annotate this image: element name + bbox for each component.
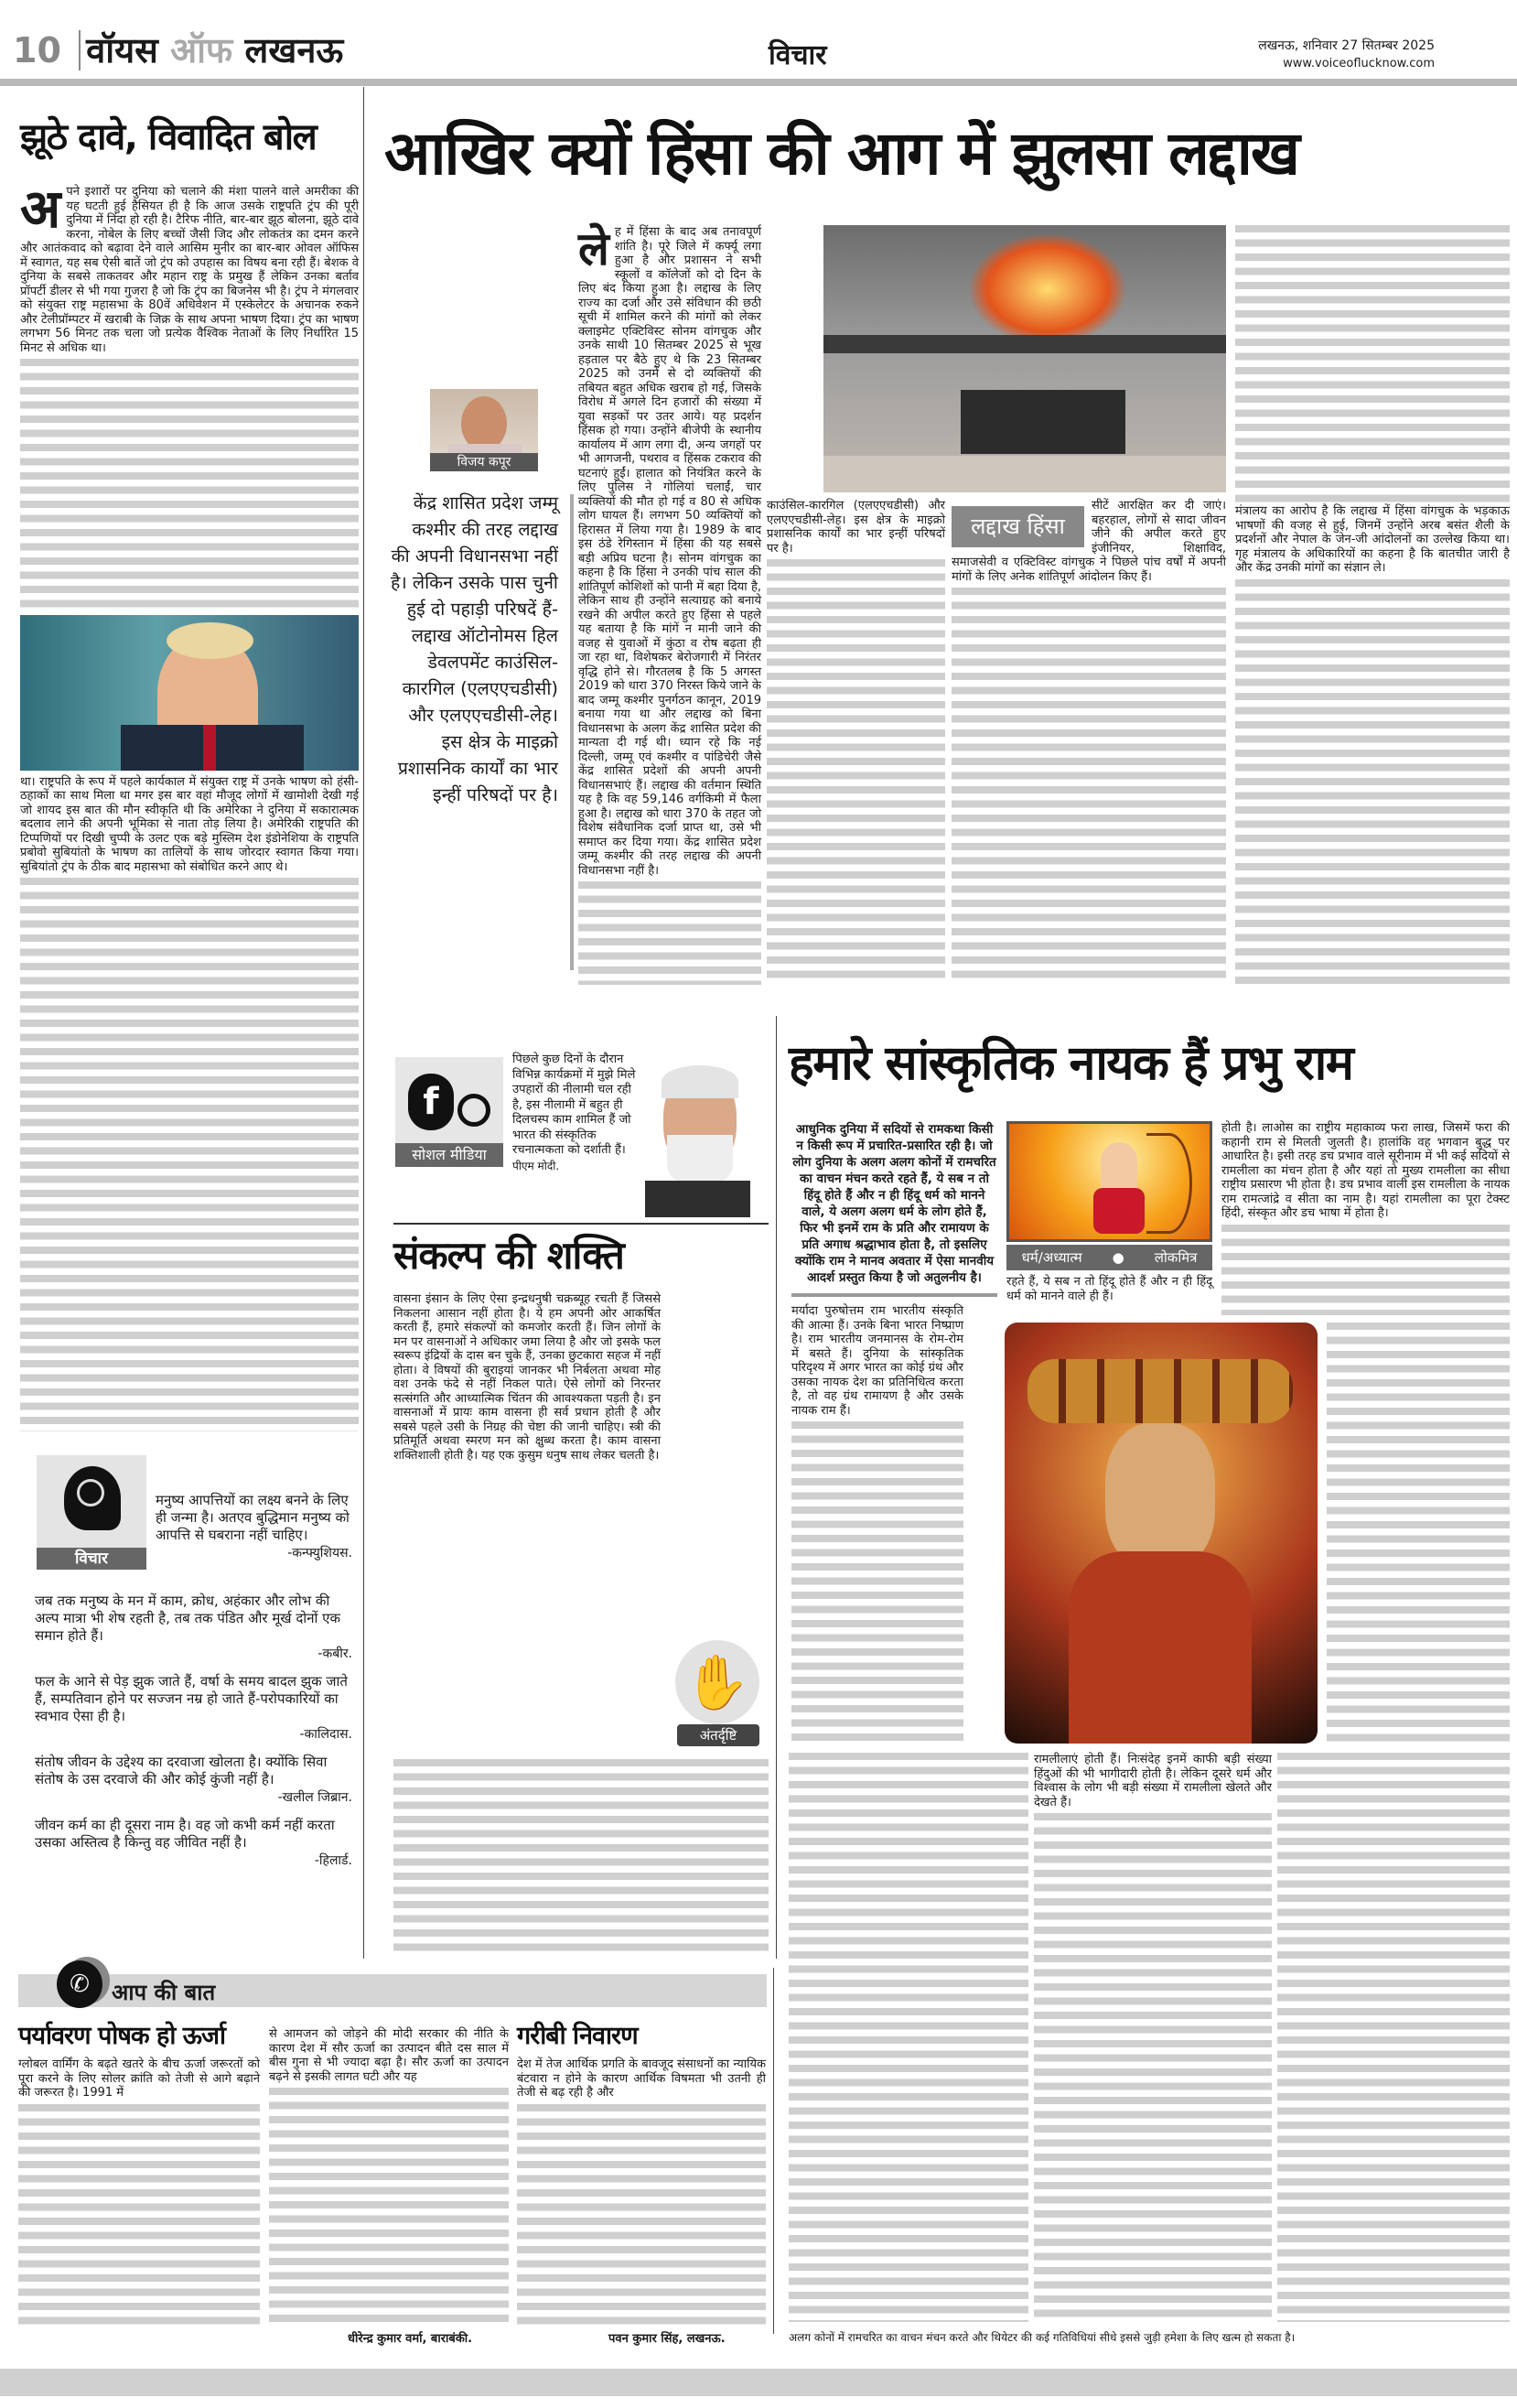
antardrishti-label: अंतर्दृष्टि	[677, 1724, 759, 1746]
header-rule	[0, 79, 1517, 86]
pull-quote-bar	[570, 494, 574, 970]
ram-bottom-column-1	[789, 1753, 1028, 2322]
ladakh-fire-photo	[823, 225, 1226, 492]
ram-bottom-column-3	[1277, 1753, 1510, 2322]
social-media-box	[395, 1057, 503, 1167]
antardrishti-icon-box	[668, 1640, 769, 1750]
website-link[interactable]: www.voiceoflucknow.com	[1283, 57, 1435, 70]
ladakh-column-1: ले ह में हिंसा के बाद अब तनावपूर्ण शांति है। पूरे जिले में कर्फ्यू लगा हुआ है और प्रशासन ने सभी स्कूलों व कॉलेजों को दो दिन के लिए बंद किया हुआ है। लद्दाख के लिए राज्य का दर्जा और उसे संविधान की छठी सूची में शामिल करने की मांगों को लेकर क्लाइमेट एक्टिविस्ट सोनम वांगचुक और उनके साथी 10 सितम्बर 2025 से भूख हड़ताल पर बैठे हुए थे कि 23 सितम्बर 2025 को उनमें से दो व्यक्तियों की तबियत बहुत अधिक खराब हो गई, जिसके विरोध में अगले दिन हजारों की संख्या में युवा सड़कों पर उतर आये। यह प्रदर्शन हिंसक हो गया। उन्होंने बीजेपी के स्थानीय कार्यालय में आग लगा दी, अन्य जगहों पर भी आगजनी, पथराव व हिंसक टकराव की घटनाएं हुईं। हालात को नियंत्रित करने के लिए पुलिस ने गोलियां चलाईं, चार व्यक्तियों की मौत हो गई व 80 से अधिक लोग घायल हैं। लगभग 50 व्यक्तियों को हिरासत में लिया गया है। 1989 के बाद इस ठंडे रेगिस्तान में हिंसा की यह सबसे बड़ी अप्रिय घटना है। सोनम वांगचुक का कहना है कि हिंसा ने उनकी पांच साल की शांतिपूर्ण कोशिशों को पानी में बहा दिया है, लेकिन साथ ही उन्होंने सत्याग्रह को बनाये रखने की अपील करते हुए हिंसा से पहले यह बताया है कि मांगें न मानी जाने की वजह से युवाओं में कुंठा व रोष बढ़ता ही जा रहा था, विशेषकर बेरोजगारी में निरंतर वृद्धि होने से। गौरतलब है कि 5 अगस्त 2019 को धारा 370 निरस्त किये जाने के बाद जम्मू कश्मीर पुनर्गठन कानून, 2019 बनाया गया था और लद्दाख को बिना विधानसभा के अलग केंद्र शासित प्रदेश की मान्यता दी गई थी। ध्यान रहे कि नई दिल्ली, जम्मू एवं कश्मीर व पांडिचेरी जैसे केंद्र शासित प्रदेशों की अपनी अपनी विधानसभाएं हैं। लद्दाख की वर्तमान स्थिति यह है कि वह 59,146 वर्गकिमी में फैला हुआ है। लद्दाख को धारा 370 के तहत जो विशेष संवैधानिक दर्जा प्राप्त था, उसे भी समाप्त कर दिया गया। केंद्र शासित प्रदेश जम्मू कश्मीर की तरह लद्दाख की अपनी विधानसभा नहीं है।	[578, 225, 761, 985]
ladakh-column-3: लद्दाख हिंसा सीटें आरक्षित कर दी जाएं। बहरहाल, लोगों से सादा जीवन जीने की अपील करते हुए इंजीनियर, शिक्षाविद, समाजसेवी व एक्टिविस्ट वांगचुक ने पिछले पांच वर्षों में अपनी मांगों के लिए अनेक शांतिपूर्ण आंदोलन किए हैं।	[952, 499, 1226, 984]
ram-headline: हमारे सांस्कृतिक नायक हैं प्रभु राम	[789, 1036, 1353, 1091]
ram-bottom-column-2: रामलीलाएं होती हैं। निःसंदेह इनमें काफी बड़ी संख्या हिंदुओं की भी भागीदारी होती है। लेकिन दूसरे धर्म और विश्वास के लोग भी बड़ी संख्या में रामलीला खेलते और देखते हैं।	[1034, 1753, 1272, 2322]
paragraph: था। राष्ट्रपति के रूप में पहले कार्यकाल में संयुक्त राष्ट्र में उनके भाषण को हंसी-ठहाकों का साथ मिला था मगर इस बार वहां मौजूद लोगों में खामोशी देखी गई जो शायद इस बात की मौन स्वीकृति थी कि अमेरिका ने दुनिया में सकारात्मक बदलाव लाने की अपनी भूमिका से नाता तोड़ लिया है। अमेरिकी राष्ट्रपति की टिप्पणियों पर दिखी चुप्पी के उलट एक बड़े मुस्लिम देश इंडोनेशिया के राष्ट्रपति प्रबोवो सुबियांतो के भाषण का तालियों के साथ जोरदार स्वागत किया गया। सुबियांतो ट्रंप के ठीक बाद महासभा को संबोधित करने आए थे।	[20, 774, 359, 874]
left-article	[20, 113, 359, 1431]
left-article-body-continued	[20, 775, 359, 875]
brand-name-1: वॉयस	[86, 30, 158, 70]
section-title: विचार	[769, 39, 827, 71]
vichar-icon-box	[37, 1455, 146, 1570]
ram-column-top-mid: रहते हैं, ये सब न तो हिंदू होते हैं और न ही हिंदू धर्म को मानने वाले ही हैं।	[1006, 1275, 1212, 1303]
pm-modi-photo	[645, 1062, 750, 1217]
pull-quote: केंद्र शासित प्रदेश जम्मू कश्मीर की तरह लद्दाख की अपनी विधानसभा नहीं है। लेकिन उसके पास चुनी हुई दो पहाड़ी परिषदें हैं- लद्दाख ऑटोनोमस हिल डेवलपमेंट काउंसिल-कारगिल (एलएएचडीसी) और एलएएचडीसी-लेह। इस क्षेत्र के माइक्रो प्रशासनिक कार्यों का भार इन्हीं परिषदों पर है।	[390, 492, 558, 805]
ram-intro: आधुनिक दुनिया में सदियों से रामकथा किसी न किसी रूप में प्रचारित-प्रसारित रही है। जो लोग दुनिया के अलग अलग कोनों में रामचरित का वाचन मंचन करते रहते हैं, ये सब न तो हिंदू होते हैं और न ही हिंदू धर्म को मानने वाले, ये अलग अलग धर्म के लोग होते हैं, फिर भी इनमें राम के प्रति और रामायण के प्रति अगाध श्रद्धाभाव होता है, तो इसलिए क्योंकि राम ने मानव अवतार में ऐसा मानवीय आदर्श प्रस्तुत किया है जो अतुलनीय है।	[792, 1122, 996, 1285]
letter	[517, 2021, 766, 2327]
letter-body: देश में तेज आर्थिक प्रगति के बावजूद संसाधनों का न्यायिक बंटवारा न होने के कारण आर्थिक विषमता भी उतनी ही तेजी से बढ़ रही है और	[517, 2057, 766, 2100]
ladakh-violence-label: लद्दाख हिंसा	[952, 506, 1084, 547]
column-divider	[776, 1016, 777, 1959]
hamsa-hand-icon: ✋	[675, 1640, 759, 1724]
letter-headline: गरीबी निवारण	[517, 2022, 638, 2050]
quote-item: जब तक मनुष्य के मन में काम, क्रोध, अहंकार और लोभ की अल्प मात्रा भी शेष रहती है, तब तक पंडित और मूर्ख दोनों एक समान होते हैं। -कबीर.	[35, 1593, 352, 1661]
trump-photo	[20, 615, 359, 771]
aap-ki-baat-title: आप की बात	[112, 1980, 216, 2005]
column-divider	[773, 1968, 774, 2334]
left-article-body	[20, 178, 359, 355]
ram-caption-bar: धर्म/अध्यात्म ● लोकमित्र	[1006, 1245, 1212, 1270]
page-number: 10	[13, 30, 61, 70]
ladakh-column-2: काउंसिल-कारगिल (एलएएचडीसी) और एलएएचडीसी-लेह। इस क्षेत्र के माइक्रो प्रशासनिक कार्यों का भार इन्हीं परिषदों पर है।	[767, 499, 945, 984]
left-article-headline: झूठे दावे, विवादित बोल	[20, 116, 317, 158]
section-rule	[393, 1223, 769, 1225]
brand-name-2: ऑफ	[170, 30, 233, 70]
caption-category: धर्म/अध्यात्म	[1021, 1249, 1082, 1266]
drop-cap: ले	[578, 222, 609, 275]
letter-byline: धीरेन्द्र कुमार वर्मा, बाराबंकी.	[348, 2332, 473, 2346]
vichar-label: विचार	[37, 1548, 146, 1570]
drop-cap: अ	[20, 178, 61, 240]
quotes-list	[35, 1593, 352, 1880]
quote-attribution: पीएम मोदी.	[512, 1159, 560, 1172]
ram-left-stack	[791, 1121, 997, 1745]
paragraph: पने इशारों पर दुनिया को चलाने की मंशा पालने वाले अमरीका की यह घटती हुई हैसियत ही है कि आज उसके राष्ट्रपति ट्रंप की पूरी दुनिया में निंदा हो रही है। टैरिफ नीति, बार-बार झूठ बोलना, झूठे दावे करना, नोबेल के लिए बच्चों जैसी जिद और लोकतंत्र का दमन करने और आतंकवाद को बढ़ावा देने वाले आसिम मुनीर का बार-बार ओवल ऑफिस में स्वागत, यह सब ऐसी बातें जो ट्रंप को उपहास का विषय बना रही हैं। बेशक वे दुनिया के सबसे ताकतवर और महान राष्ट्र के प्रमुख हैं लेकिन उनका बर्ताव प्रॉपर्टी डीलर से भी गया गुजरा है जो कि ट्रंप का बिजनेस भी है। ट्रंप ने मंगलवार को संयुक्त राष्ट्र महासभा के 80वें अधिवेशन में एस्केलेटर के अचानक रुकने और टेलीप्रॉम्पटर में खराबी के जिक्र के साथ अपना भाषण दिया। ट्रंप का भाषण लगभग 56 मिनट तक चला जो प्रत्येक वैश्विक नेताओं के लिए निर्धारित 15 मिनट से अधिक था।	[20, 185, 359, 355]
social-media-label: सोशल मीडिया	[395, 1143, 503, 1167]
ram-column-right: होती है। लाओस का राष्ट्रीय महाकाव्य फरा लाख, जिसमें फरा की कहानी राम से मिलती जुलती है। हालांकि वह भगवान बुद्ध पर आधारित है। इसी तरह डच प्रभाव वाले सूरीनाम में भी कई सदियों से रामलीला का मंचन होता है और यहां तो मुख्य रामलीला का सीधा राष्ट्रीय प्रसारण भी होता है। डच प्रभाव वाली इस रामलीला के नायक राम रामत्जांद्रे व सीता का नाम है। यहां रामलीला का पूरा टेक्स्ट हिंदी, संस्कृत और डच भाषा में होता है।	[1221, 1121, 1510, 1315]
facebook-icon: f	[408, 1074, 454, 1130]
sankalp-body: ✋ अंतर्दृष्टि वासना इंसान के लिए ऐसा इन्द्रधनुषी चक्रब्यूह रचती हैं जिससे निकलना आसान नहीं होता है। ये हम अपनी ओर आकर्षित करती हैं, हमारे संकल्पों को कमजोर करती हैं। जिन लोगों के मन पर वासनाओं ने अधिकार जमा लिया है और जो इसके फल स्वरूप इंद्रियों के दास बन चुके हैं, उनका छुटकारा सहज में नहीं होता। वे विषयों की बुराइयां जानकर भी निर्बलता अथवा मोह वश उनके फंदे से नहीं निकल पाते। ऐसे लोगों को निरन्तर सत्संगति और आध्यात्मिक चिंतन की आवश्यकता पड़ती है। इन वासनाओं में प्रायः काम वासना ही सर्व प्रधान होती है और सबसे पहले उसी के निग्रह की चेष्टा की जानी चाहिए। स्त्री की प्रतिमूर्ति अथवा स्मरण मन को क्षुब्ध करता है। काम वासना शक्तिशाली होती है। यह एक कुसुम धनुष साथ लेकर चलती है।	[393, 1292, 769, 1951]
ram-column-right-mid	[1327, 1323, 1510, 1744]
caption-author: लोकमित्र	[1154, 1249, 1198, 1266]
twitter-icon	[457, 1094, 490, 1127]
brand-name-3: लखनऊ	[244, 30, 344, 70]
main-headline: आखिर क्यों हिंसा की आग में झुलसा लद्दाख	[384, 118, 1298, 189]
letter	[18, 2021, 260, 2327]
quote-item: मनुष्य आपत्तियों का लक्ष्य बनने के लिए ही जन्मा है। अतएव बुद्धिमान मनुष्य को आपत्ति से घबराना नहीं चाहिए। -कन्फ्युशियस.	[156, 1492, 352, 1560]
masthead	[13, 26, 343, 73]
pm-quote: पिछले कुछ दिनों के दौरान विभिन्न कार्यक्रमों में मुझे मिले उपहारों की नीलामी चल रही है, इस नीलामी में बहुत ही दिलचस्प काम शामिल हैं जो भारत की संस्कृतिक रचनात्मकता को दर्शाती हैं। पीएम मोदी.	[512, 1053, 636, 1172]
letter-byline: पवन कुमार सिंह, लखनऊ.	[608, 2332, 726, 2346]
ravana-image	[1005, 1323, 1318, 1744]
letter-headline: पर्यावरण पोषक हो ऊर्जा	[18, 2022, 225, 2050]
letter-body: ग्लोबल वार्मिंग के बढ़ते खतरे के बीच ऊर्जा जरूरतों को पूरा करने के लिए सोलर क्रांति को तेजी से आगे बढ़ाने की जरूरत है। 1991 में	[18, 2057, 260, 2100]
author-name: विजय कपूर	[430, 453, 538, 471]
letter-body-continued: से आमजन को जोड़ने की मोदी सरकार की नीति के कारण देश में सौर ऊर्जा का उत्पादन बीते दस साल में बीस गुना से भी ज्यादा बढ़ा है। सौर ऊर्जा का उत्पादन बढ़ने से इसकी लागत घटी और यह	[269, 2027, 509, 2325]
ram-last-line: अलग कोनों में रामचरित का वाचन मंचन करते और थियेटर की कई गतिविधियां सीधे इससे जुड़ी हमेशा के लिए खत्म हो सकता है।	[789, 2331, 1296, 2344]
lord-ram-image	[1006, 1121, 1212, 1242]
sankalp-headline: संकल्प की शक्ति	[393, 1233, 624, 1278]
author-photo	[430, 389, 538, 471]
phone-chat-icon: ✆	[57, 1960, 102, 2008]
footer-strip	[0, 2369, 1517, 2396]
issue-date: लखनऊ, शनिवार 27 सितम्बर 2025	[1258, 38, 1435, 53]
quote-item: फल के आने से पेड़ झुक जाते हैं, वर्षा के समय बादल झुक जाते हैं, सम्पतिवान होने पर सज्जन नम्र हो जाते हैं-परोपकारियों का स्वभाव ऐसा ही है। -कालिदास.	[35, 1673, 352, 1742]
column-divider	[363, 87, 364, 1959]
quote-item: संतोष जीवन के उद्देश्य का दरवाजा खोलता है। क्योंकि सिवा संतोष के उस दरवाजे की और कोई कुंजी नहीं है। -खलील जिब्रान.	[35, 1754, 352, 1805]
quote-item: जीवन कर्म का ही दूसरा नाम है। वह जो कभी कर्म नहीं करता उसका अस्तित्व है किन्तु वह जीवित नहीं है। -हिलार्ड.	[35, 1817, 352, 1868]
intro-rule	[791, 1293, 997, 1297]
ram-column-1: मर्यादा पुरुषोत्तम राम भारतीय संस्कृति की आत्मा हैं। उनके बिना भारत निष्प्राण है। राम भारतीय जनमानस के रोम-रोम में बसते हैं। दुनिया के सांस्कृतिक परिदृश्य में अगर भारत का कोई ग्रंथ और उसका नायक देश का प्रतिनिधित्व करता है, तो वह ग्रंथ रामायण है और उसके नायक राम हैं।	[791, 1304, 963, 1418]
ladakh-column-4: मंत्रालय का आरोप है कि लद्दाख में हिंसा वांगचुक के भड़काऊ भाषणों की वजह से हुई, जिनमें उन्होंने अरब बसंत शैली के प्रदर्शनों और नेपाल के जेन-जी आंदोलनों का उल्लेख किया था। गृह मंत्रालय के अधिकारियों का कहना है कि बातचीत जारी है और केंद्र उनकी मांगों का संज्ञान ले।	[1235, 225, 1510, 985]
